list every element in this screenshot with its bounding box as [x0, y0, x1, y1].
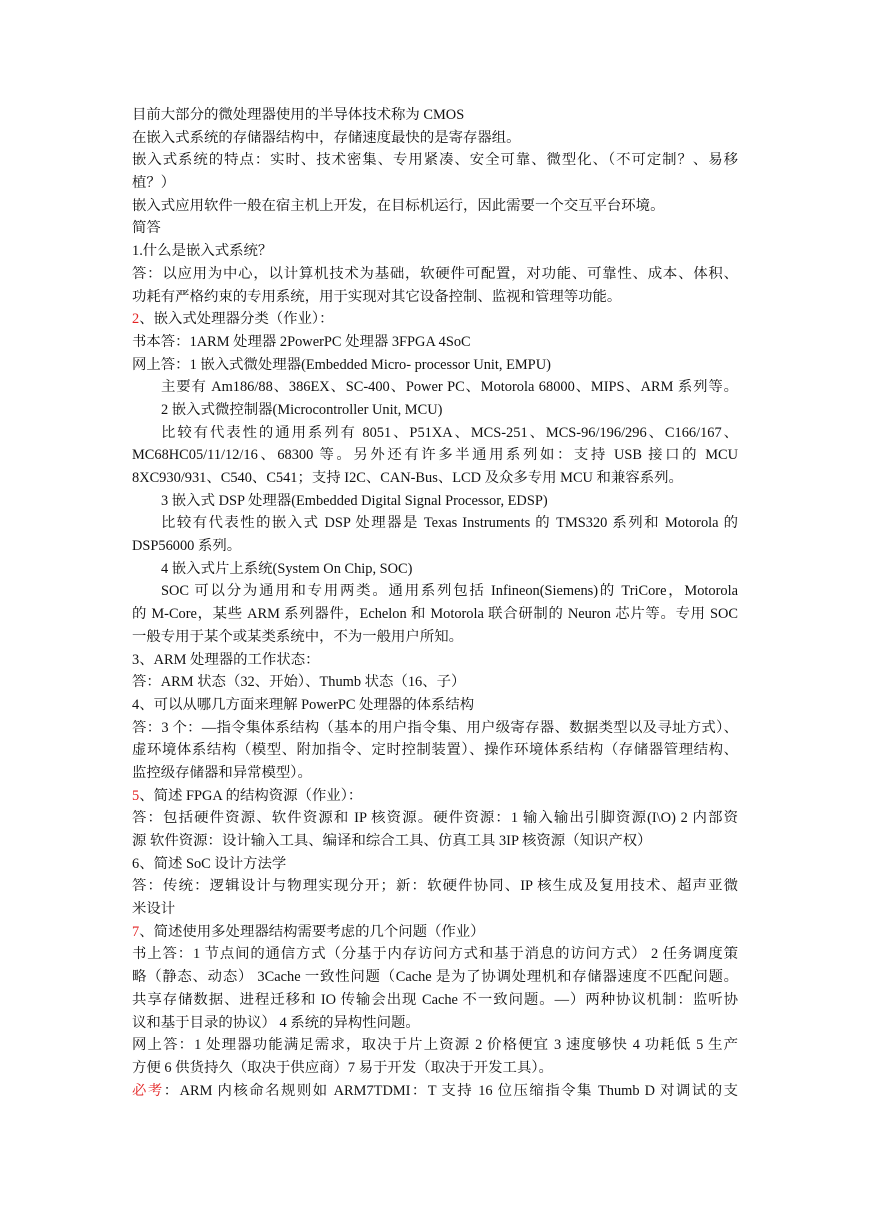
text-line: 书上答：1 节点间的通信方式（分基于内存访问方式和基于消息的访问方式） 2 任务调度策 [132, 946, 738, 963]
text-line: 比较有代表性的嵌入式 DSP 处理器是 Texas Instruments 的 TMS320 系列和 Motorola 的 [161, 515, 738, 532]
text-line: 植？） [132, 175, 176, 192]
section-heading: 简答 [132, 220, 161, 237]
text-line: SOC 可以分为通用和专用两类。通用系列包括 Infineon(Siemens)的 TriCore，Motorola [161, 583, 738, 600]
text-line: 嵌入式应用软件一般在宿主机上开发，在目标机运行，因此需要一个交互平台环境。 [132, 197, 665, 214]
text-line: 虚环境体系结构（模型、附加指令、定时控制装置）、操作环境体系结构（存储器管理结构、 [132, 742, 738, 759]
text-line: 答：以应用为中心，以计算机技术为基础，软硬件可配置，对功能、可靠性、成本、体积、 [132, 265, 738, 282]
text-line: 一般专用于某个或某类系统中，不为一般用户所知。 [132, 628, 463, 645]
question-number: 5 [132, 787, 140, 804]
question-heading: 4、可以从哪几方面来理解 PowerPC 处理器的体系结构 [132, 696, 475, 713]
text-line: 3 嵌入式 DSP 处理器(Embedded Digital Signal Processor, EDSP) [161, 492, 548, 509]
question-heading: 3、ARM 处理器的工作状态： [132, 651, 320, 668]
text-line: 略（静态、动态） 3Cache 一致性问题（Cache 是为了协调处理机和存储器速度不匹配问题。 [132, 969, 738, 986]
text-line: 功耗有严格约束的专用系统，用于实现对其它设备控制、监视和管理等功能。 [132, 288, 622, 305]
text-line: 答：ARM 状态（32、开始）、Thumb 状态（16、子） [132, 674, 466, 691]
text-line: 的 M-Core，某些 ARM 系列器件，Echelon 和 Motorola 联合研制的 Neuron 芯片等。专用 SOC [132, 606, 738, 623]
text-line: 监控级存储器和异常模型）。 [132, 764, 312, 781]
text-line: MC68HC05/11/12/16、68300 等。另外还有许多半通用系列如：支持 USB 接口的 MCU [132, 447, 738, 464]
text-line: 网上答：1 嵌入式微处理器(Embedded Micro- processor Unit, EMPU) [132, 356, 551, 373]
text-line: 网上答：1 处理器功能满足需求，取决于片上资源 2 价格便宜 3 速度够快 4 功耗低 5 生产 [132, 1037, 738, 1054]
question-number: 7 [132, 923, 140, 940]
text-line: 4 嵌入式片上系统(System On Chip, SOC) [161, 560, 413, 577]
text-line: 共享存储数据、进程迁移和 IO 传输会出现 Cache 不一致问题。—）两种协议机制：监听协 [132, 991, 738, 1008]
text-line: 答：包括硬件资源、软件资源和 IP 核资源。硬件资源：1 输入输出引脚资源(I\O) 2 内部资 [132, 810, 738, 827]
text-line: 嵌入式系统的特点：实时、技术密集、专用紧凑、安全可靠、微型化、（不可定制？、易移 [132, 152, 738, 169]
question-text: 、简述使用多处理器结构需要考虑的几个问题（作业） [139, 923, 485, 940]
text-line: 书本答：1ARM 处理器 2PowerPC 处理器 3FPGA 4SoC [132, 333, 471, 350]
text-line: 比较有代表性的通用系列有 8051、P51XA、MCS-251、MCS-96/196/296、C166/167、 [161, 424, 738, 441]
text-line: 目前大部分的微处理器使用的半导体技术称为 CMOS [132, 107, 465, 123]
text-line: 8XC930/931、C540、C541；支持 I2C、CAN-Bus、LCD 及众多专用 MCU 和兼容系列。 [132, 470, 683, 486]
question-number: 2 [132, 311, 140, 328]
question-heading: 6、简述 SoC 设计方法学 [132, 855, 287, 872]
text-line: 议和基于目录的协议） 4 系统的异构性问题。 [132, 1014, 420, 1031]
must-test-label: 必考 [132, 1082, 164, 1099]
text-line: 方便 6 供货持久（取决于供应商）7 易于开发（取决于开发工具）。 [132, 1059, 553, 1076]
must-test-line [132, 1080, 738, 1103]
must-test-text: ：ARM 内核命名规则如 ARM7TDMI：T 支持 16 位压缩指令集 Thumb D 对调试的支 [163, 1082, 738, 1099]
text-line: 主要有 Am186/88、386EX、SC-400、Power PC、Motorola 68000、MIPS、ARM 系列等。 [161, 379, 738, 396]
question-text: 、嵌入式处理器分类（作业）： [139, 311, 334, 328]
text-line: 答：传统：逻辑设计与物理实现分开；新：软硬件协同、IP 核生成及复用技术、超声亚微 [132, 878, 738, 895]
question-heading [132, 921, 740, 944]
text-line: 在嵌入式系统的存储器结构中，存储速度最快的是寄存器组。 [132, 129, 521, 146]
question-heading [132, 308, 740, 331]
question-text: 、简述 FPGA 的结构资源（作业）： [139, 787, 363, 804]
question-heading: 1.什么是嵌入式系统？ [132, 243, 273, 260]
text-line: 米设计 [132, 901, 176, 918]
text-line: DSP56000 系列。 [132, 538, 242, 555]
document-body [132, 104, 740, 1102]
text-line: 答：3 个：—指令集体系结构（基本的用户指令集、用户级寄存器、数据类型以及寻址方式）、 [132, 719, 738, 736]
text-line: 源 软件资源：设计输入工具、编译和综合工具、仿真工具 3IP 核资源（知识产权） [132, 833, 652, 849]
question-heading [132, 785, 740, 808]
text-line: 2 嵌入式微控制器(Microcontroller Unit, MCU) [161, 401, 443, 418]
